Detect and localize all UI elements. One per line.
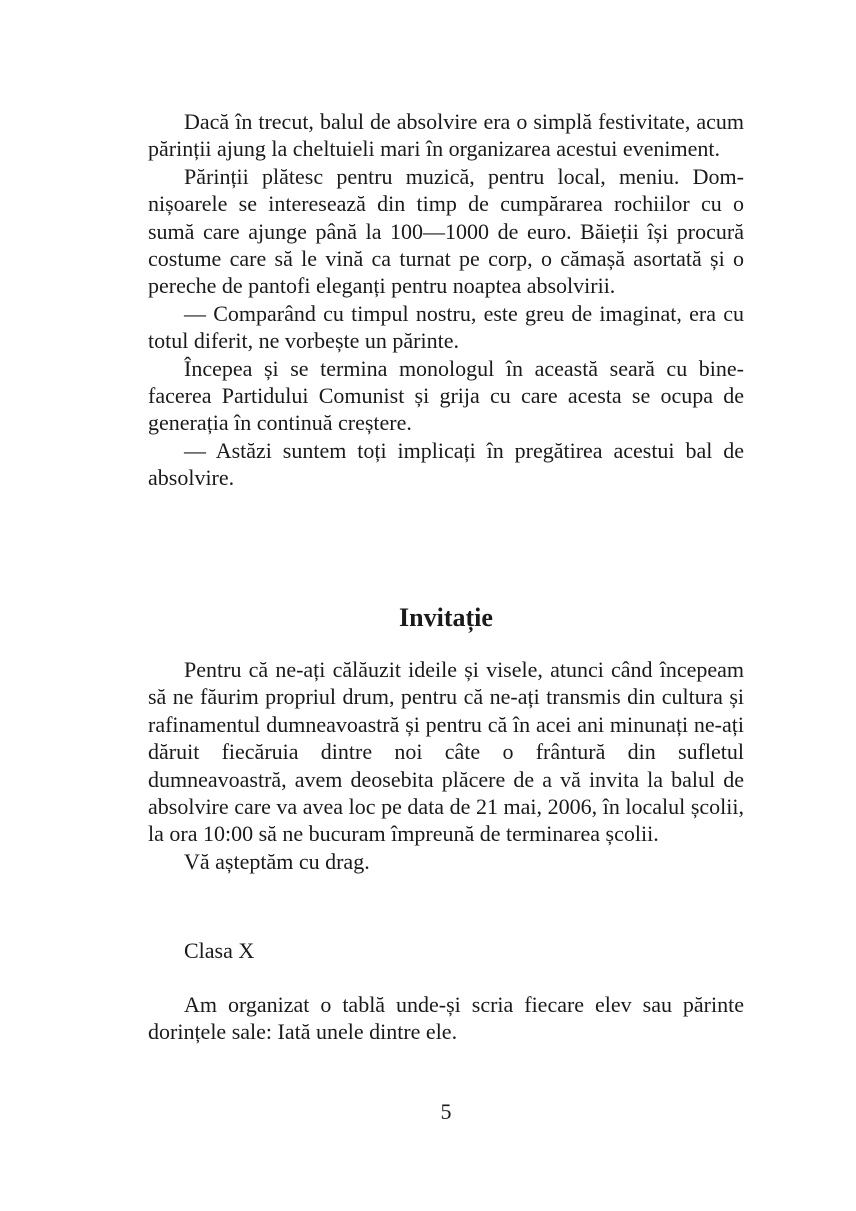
invitation-signature: Clasa X	[184, 938, 255, 963]
paragraph: Dacă în trecut, balul de absolvire era o simplă festivitate, acum părinții ajung la cheltuieli mari în organizarea acestui eveniment.	[148, 109, 744, 162]
dialogue-paragraph: — Comparând cu timpul nostru, este greu de imaginat, era cu totul diferit, ne vorbește un părinte.	[148, 300, 744, 354]
closing-body	[148, 991, 744, 1046]
invitation-closing-line: Vă așteptăm cu drag.	[184, 848, 370, 874]
paragraph: Părinții plătesc pentru muzică, pentru local, meniu. Domnișoarele se interesează din timp de cumpărarea rochiilor cu o sumă care ajunge până la 100—1000 de euro. Băieții își procură costume care să le vină ca turnat pe corp, o cămașă asortată și o pereche de pantofi eleganți pentru noaptea absolvirii.	[148, 163, 744, 299]
paragraph: Începea și se termina monologul în această seară cu binefacerea Partidului Comunist și grija cu care acesta se ocupa de generația în continuă creștere.	[148, 355, 744, 436]
page-number: 5	[440, 1099, 452, 1124]
section-title: Invitație	[399, 603, 493, 632]
article-body	[148, 108, 744, 492]
dialogue-paragraph: — Astăzi suntem toți implicați în pregătirea acestui bal de absolvire.	[148, 437, 744, 491]
invitation-body	[148, 656, 744, 875]
invitation-paragraph: Pentru că ne-ați călăuzit ideile și visele, atunci când începeam să ne făurim propriul drum, pentru că ne-ați transmis din cultura și rafinamentul dumneavoastră și pentru că în acei ani minunați ne-ați dăruit fiecăruia dintre noi câte o frântură din sufletul dumneavoastră, avem deosebita plăcere de a vă invita la balul de absolvire care va avea loc pe data de 21 mai, 2006, în localul școlii, la ora 10:00 să ne bucuram împreună de terminarea școlii.	[148, 657, 744, 847]
closing-paragraph: Am organizat o tablă unde-și scria fiecare elev sau părinte dorințele sale: Iată unele dintre ele.	[148, 992, 744, 1045]
